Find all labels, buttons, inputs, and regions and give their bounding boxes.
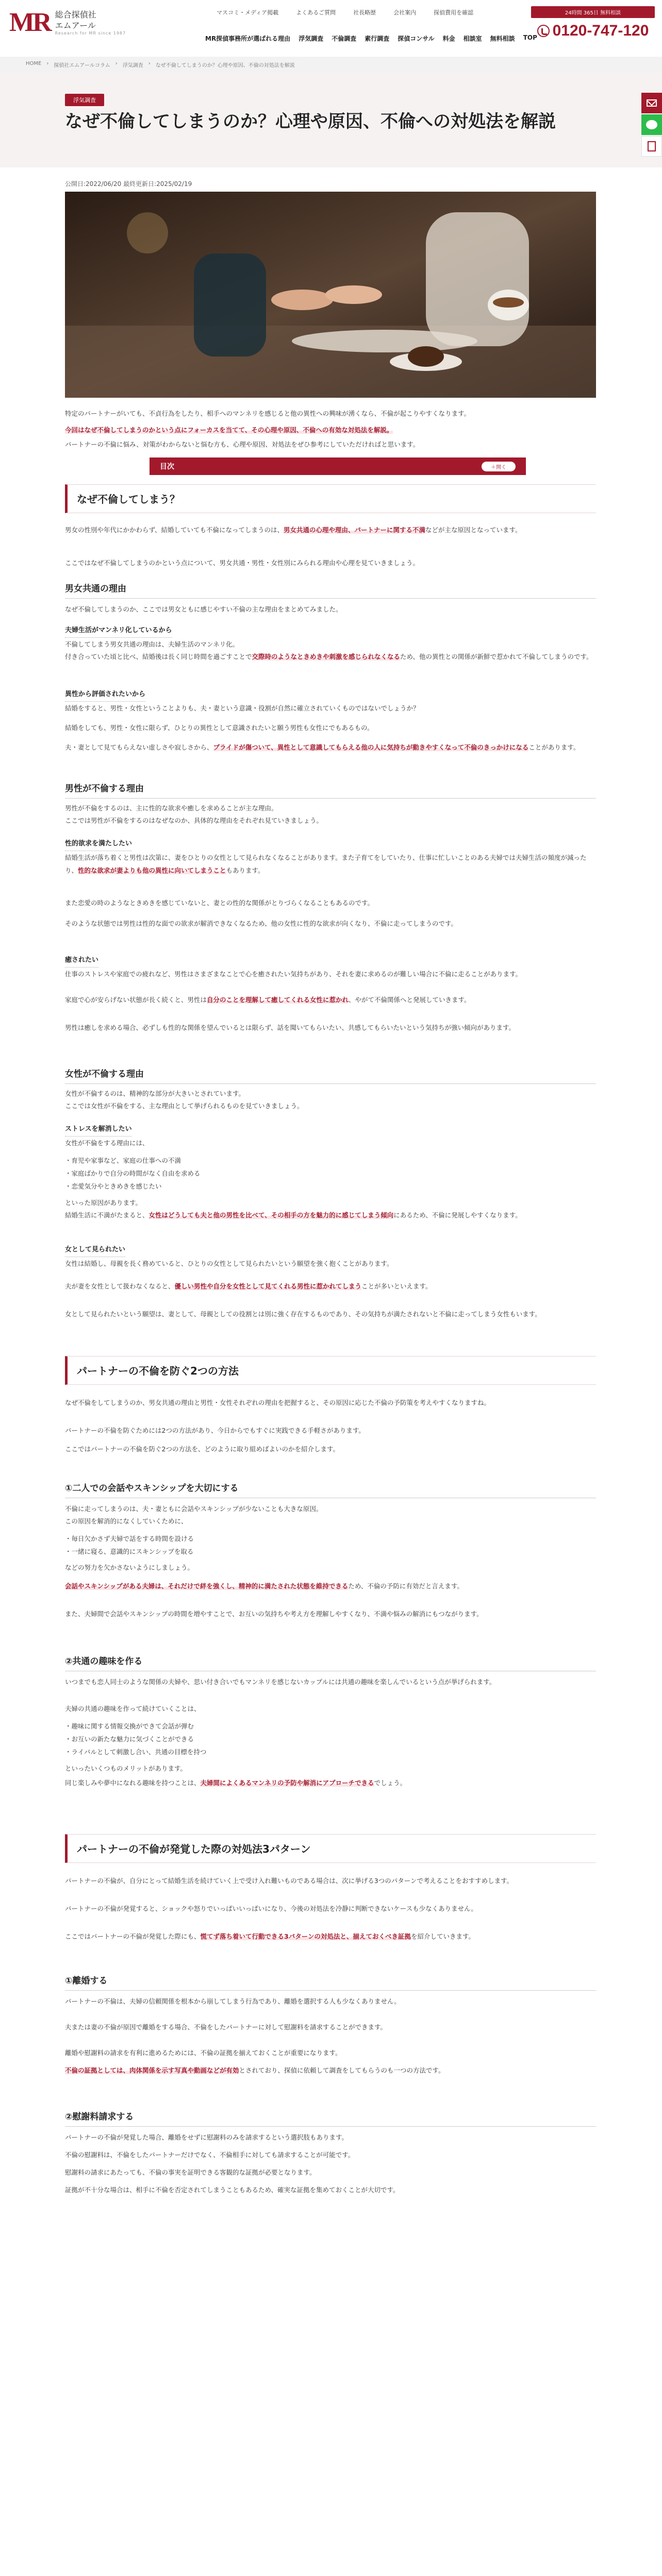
intro-paragraph: 特定のパートナーがいても、不貞行為をしたり、相手へのマンネリを感じると他の異性への興味が湧くなら、不倫が起こりやすくなります。 — [65, 410, 471, 417]
body-paragraph: ここではパートナーの不倫が発覚した際にも、慌てず落ち着いて行動できる3パターンの対処法と、揃えておくべき証拠を紹介していきます。 — [65, 1933, 475, 1940]
body-paragraph: 仕事のストレスや家庭での疲れなど、男性はさまざまなことで心を癒されたい気持ちがあり、それを妻に求めるのが難しい場合に不倫に走ることがあります。 — [65, 970, 522, 978]
body-paragraph: 男性が不倫をするのは、主に性的な欲求や癒しを求めることが主な理由。 — [65, 804, 278, 812]
body-paragraph: 証拠が不十分な場合は、相手に不倫を否定されてしまうこともあるため、確実な証拠を集めておくことが大切です。 — [65, 2186, 400, 2194]
mainnav-item[interactable]: 浮気調査 — [299, 35, 324, 42]
list-item: ・ 毎日欠かさず夫婦で話をする時間を設ける — [65, 1532, 596, 1545]
couple-cafe-photo — [65, 192, 596, 398]
body-paragraph: 男性は癒しを求める場合、必ずしも性的な関係を望んでいるとは限らず、話を聞いてもらいたい、共感してもらいたいという気持ちが強い傾向があります。 — [65, 1024, 516, 1031]
body-paragraph: 結婚生活が落ち着くと男性は次第に、妻をひとりの女性として見られなくなることがあります。また子育てをしていたり、仕事に忙しいことのある夫婦では夫婦生活の頻度が減ったり、性的な欲求が妻よりも他の異性に向いてしまうこともあります。 — [65, 854, 587, 874]
body-paragraph: パートナーの不倫が発覚すると、ショックや怒りでいっぱいいっぱいになり、今後の対処法を冷静に判断できないケースも少なくありません。 — [65, 1905, 477, 1912]
document-icon — [648, 141, 656, 151]
subsection-heading: ①離婚する — [65, 1973, 596, 1991]
mainnav-item[interactable]: MR探偵事務所が選ばれる理由 — [205, 35, 291, 42]
breadcrumb-separator: › — [115, 61, 118, 66]
subsection-heading: ②慰謝料請求する — [65, 2109, 596, 2127]
logo-mark: MR — [9, 8, 50, 37]
body-paragraph: 女性が不倫をする理由には、 — [65, 1139, 149, 1147]
phone-icon — [537, 25, 550, 37]
body-paragraph: 慰謝料の請求にあたっても、不倫の事実を証明できる客観的な証拠が必要となります。 — [65, 2168, 316, 2176]
body-paragraph: 結婚をしても、男性・女性に限らず、ひとりの異性として意識されたいと願う男性も女性にでもあるもの。 — [65, 724, 374, 732]
mainnav-item[interactable]: 料金 — [442, 35, 455, 42]
list-item: ・ ライバルとして刺激し合い、共通の目標を持つ — [65, 1745, 596, 1758]
brand-tagline: Research for MR since 1987 — [55, 31, 126, 36]
mail-contact-button[interactable] — [641, 93, 662, 113]
body-paragraph: 不倫に走ってしまうのは、夫・妻ともに会話やスキンシップが少ないことも大きな原因。 — [65, 1505, 323, 1513]
body-paragraph: 結婚をすると、男性・女性ということよりも、夫・妻という意識・役割が自然に確立されていくものではないでしょうか？ — [65, 704, 420, 712]
body-paragraph: 夫または妻の不倫が原因で離婚をする場合、不倫をしたパートナーに対して慰謝料を請求することができます。 — [65, 2023, 387, 2031]
body-paragraph: パートナーの不倫が、自分にとって結婚生活を続けていく上で受け入れ難いものである場合は、次に挙げる3つのパターンで考えることをおすすめします。 — [65, 1877, 514, 1885]
body-paragraph: などの努力を欠かさないようにしましょう。 — [65, 1564, 194, 1571]
breadcrumb-item[interactable]: 探偵社エムアールコラム — [54, 63, 110, 69]
line-contact-button[interactable] — [641, 114, 662, 135]
hours-badge: 24時間 365日 無料相談 — [531, 6, 655, 18]
toc-toggle-button[interactable]: ＋開く — [482, 462, 516, 471]
body-paragraph: 女として見られたいという願望は、妻として、母親としての役割とは別に強く存在するものであり、その気持ちが満たされないと不倫に走ってしまう女性もいます。 — [65, 1310, 541, 1318]
page-title: なぜ不倫してしまうのか？心理や原因、不倫への対処法を解説 — [65, 111, 556, 132]
body-paragraph: 結婚生活に不満がたまると、女性はどうしても夫と他の男性を比べて、その相手の方を魅力的に感じてしまう傾向にあるため、不倫に発展しやすくなります。 — [65, 1211, 522, 1219]
list-item: ・ お互いの新たな魅力に気づくことができる — [65, 1733, 596, 1745]
mainnav-item[interactable]: 探偵コンサル — [398, 35, 435, 42]
body-paragraph: そのような状態では男性は性的な面での欲求が解消できなくなるため、他の女性に性的な欲求が向くなり、不倫に走ってしまうのです。 — [65, 920, 458, 927]
body-paragraph: ここではパートナーの不倫を防ぐ2つの方法を、どのように取り組めばよいのかを紹介します。 — [65, 1445, 339, 1453]
topnav-item[interactable]: マスコミ・メディア掲載 — [217, 9, 279, 16]
body-paragraph: ここでは男性が不倫をするのはなぜなのか、具体的な理由をそれぞれ見ていきましょう。 — [65, 817, 323, 824]
main-nav — [205, 34, 537, 43]
topnav-item[interactable]: 会社案内 — [393, 9, 417, 16]
body-paragraph: 不倫の証拠としては、肉体関係を示す写真や動画などが有効とされており、探偵に依頼して調査をしてもらうのも一つの方法です。 — [65, 2066, 445, 2074]
body-paragraph: なぜ不倫をしてしまうのか、男女共通の理由と男性・女性それぞれの理由を把握すると、その原因に応じた不倫の予防策を考えやすくなりますね。 — [65, 1399, 491, 1406]
category-badge[interactable]: 浮気調査 — [65, 94, 104, 106]
line-icon — [646, 120, 657, 129]
body-paragraph: また恋愛の時のようなときめきを感じていないと、妻との性的な関係がとりづらくなることもあるのです。 — [65, 899, 374, 907]
side-contact-rail — [641, 93, 662, 158]
hero-photo — [65, 192, 596, 398]
bullet-list — [65, 1532, 596, 1558]
mainnav-item[interactable]: 無料相談 — [490, 35, 515, 42]
breadcrumb-current: なぜ不倫してしまうのか？心理や原因、不倫の対処法を解説 — [155, 63, 295, 69]
minor-heading: 夫婦生活がマンネリ化しているから — [65, 624, 172, 638]
body-paragraph: ここではなぜ不倫してしまうのかという点について、男女共通・男性・女性別にみられる理由や心理を見ていきましょう。 — [65, 559, 420, 567]
body-paragraph: 夫・妻として見てもらえない虚しさや寂しさから、プライドが傷ついて、異性として意識してもらえる他の人に気持ちが動きやすくなって不倫のきっかけになることがあります。 — [65, 743, 580, 751]
list-item: ・ 一緒に寝る、意識的にスキンシップを取る — [65, 1545, 596, 1558]
body-paragraph: パートナーの不倫を防ぐためには2つの方法があり、今日からでもすぐに実践できる手軽さがあります。 — [65, 1427, 365, 1434]
list-item: ・ 育児や家事など、家庭の仕事への不満 — [65, 1154, 596, 1167]
minor-heading: 性的欲求を満たしたい — [65, 838, 132, 851]
body-paragraph: 離婚や慰謝料の請求を有利に進めるためには、不倫の証拠を揃えておくことが重要になります。 — [65, 2049, 342, 2057]
minor-heading: 女として見られたい — [65, 1244, 125, 1257]
body-paragraph: 不倫してしまう男女共通の理由は、夫婦生活のマンネリ化。 — [65, 640, 239, 648]
list-item: ・ 恋愛気分やときめきを感じたい — [65, 1180, 596, 1193]
list-item: ・ 趣味に関する情報交換ができて会話が弾む — [65, 1720, 596, 1733]
site-logo[interactable] — [9, 9, 126, 36]
top-nav — [217, 8, 473, 16]
body-paragraph: パートナーの不倫が発覚した場合、離婚をせずに慰謝料のみを請求するという選択肢もあります。 — [65, 2133, 349, 2141]
breadcrumb-separator: › — [148, 61, 151, 66]
minor-heading: 癒されたい — [65, 954, 98, 968]
topnav-item[interactable]: よくあるご質問 — [296, 9, 336, 16]
list-item: ・ 家庭ばかりで自分の時間がなく自由を求める — [65, 1167, 596, 1180]
breadcrumb-separator: › — [46, 61, 49, 66]
body-paragraph: ここでは女性が不倫をする、主な理由として挙げられるものを見ていきましょう。 — [65, 1102, 304, 1110]
subsection-heading: ②共通の趣味を作る — [65, 1654, 596, 1671]
subsection-heading: 男性が不倫する理由 — [65, 781, 596, 799]
mainnav-item[interactable]: 素行調査 — [365, 35, 390, 42]
body-paragraph: といったいくつものメリットがあります。 — [65, 1765, 187, 1772]
mainnav-item[interactable]: 不倫調査 — [332, 35, 357, 42]
body-paragraph: といった原因があります。 — [65, 1199, 142, 1207]
breadcrumb — [0, 57, 662, 72]
body-paragraph: 女性は結婚し、母親を長く務めていると、ひとりの女性として見られたいという願望を強く抱くことがあります。 — [65, 1260, 393, 1267]
body-paragraph: パートナーの不倫は、夫婦の信頼関係を根本から崩してしまう行為であり、離婚を選択する人も少なくありません。 — [65, 1997, 401, 2005]
bullet-list — [65, 1720, 596, 1758]
article-dates: 公開日:2022/06/20 最終更新日:2025/02/19 — [65, 180, 192, 188]
section-heading: なぜ不倫してしまう？ — [65, 484, 596, 513]
intro-highlight: 今回はなぜ不倫してしまうのかという点にフォーカスを当てて、その心理や原因、不倫への有効な対処法を解説。 — [65, 426, 393, 434]
section-heading: パートナーの不倫が発覚した際の対処法3パターン — [65, 1834, 596, 1863]
minor-heading: ストレスを解消したい — [65, 1123, 132, 1137]
body-paragraph: 夫が妻を女性として扱わなくなると、優しい男性や自分を女性として見てくれる男性に惹かれてしまうことが多いといえます。 — [65, 1282, 432, 1290]
topnav-item[interactable]: 探偵費用を確認 — [434, 9, 474, 16]
contact-box — [531, 6, 655, 40]
body-paragraph: 不倫の慰謝料は、不倫をしたパートナーだけでなく、不倫相手に対しても請求することが可能です。 — [65, 2151, 355, 2159]
body-paragraph: 同じ楽しみや夢中になれる趣味を持つことは、夫婦間によくあるマンネリの予防や解消にアプローチできるでしょう。 — [65, 1779, 407, 1787]
topnav-item[interactable]: 社長略歴 — [353, 9, 376, 16]
brand-name-line1: 総合探偵社 — [55, 9, 96, 20]
body-paragraph: 会話やスキンシップがある夫婦は、それだけで絆を強くし、精神的に満たされた状態を維持できるため、不倫の予防に有効だと言えます。 — [65, 1582, 464, 1590]
minor-heading: 異性から評価されたいから — [65, 688, 145, 702]
subsection-heading: 男女共通の理由 — [65, 581, 596, 599]
phone-number: 0120-747-120 — [552, 22, 649, 39]
body-paragraph: なぜ不倫してしまうのか、ここでは男女ともに感じやすい不倫の主な理由をまとめてみました。 — [65, 605, 342, 613]
breadcrumb-item[interactable]: 浮気調査 — [122, 63, 143, 69]
body-paragraph: 家庭で心が安らげない状態が長く続くと、男性は自分のことを理解して癒してくれる女性に惹かれ、やがて不倫関係へと発展していきます。 — [65, 996, 471, 1004]
table-of-contents — [150, 457, 526, 475]
intro-paragraph: パートナーの不倫に悩み、対策がわからないと悩む方も、心理や原因、対処法をぜひ参考にしていただければと思います。 — [65, 440, 420, 448]
toc-label: 目次 — [160, 463, 174, 471]
subsection-heading: 女性が不倫する理由 — [65, 1066, 596, 1084]
mail-icon — [647, 99, 657, 107]
site-header — [0, 0, 662, 57]
breadcrumb-item[interactable]: HOME — [26, 61, 42, 66]
body-paragraph: いつまでも恋人同士のような関係の夫婦や、思い付き合いでもマンネリを感じないカップルには共通の趣味を楽しんでいるという点が挙げられます。 — [65, 1678, 496, 1686]
body-paragraph: 付き合っていた頃と比べ、結婚後は長く同じ時間を過ごすことで交際時のようなときめきや刺激を感じられなくなるため、他の異性との関係が新鮮で惹かれて不倫してしまうのです。 — [65, 653, 593, 660]
mainnav-item[interactable]: 相談室 — [463, 35, 482, 42]
document-button[interactable] — [641, 136, 662, 157]
subsection-heading: ①二人での会話やスキンシップを大切にする — [65, 1481, 596, 1498]
body-paragraph: 女性が不倫するのは、精神的な部分が大きいとされています。 — [65, 1090, 245, 1097]
phone-link[interactable] — [531, 22, 655, 40]
mainnav-item[interactable]: TOP — [523, 34, 537, 41]
body-paragraph: また、夫婦間で会話やスキンシップの時間を増やすことで、お互いの気持ちや考え方を理解しやすくなり、不満や悩みの解消にもつながります。 — [65, 1610, 483, 1618]
bullet-list — [65, 1154, 596, 1193]
section-heading: パートナーの不倫を防ぐ2つの方法 — [65, 1356, 596, 1385]
body-paragraph: 男女の性別や年代にかかわらず、結婚していても不倫になってしまうのは、男女共通の心理や理由、パートナーに関する不満などが主な原因となっています。 — [65, 526, 522, 534]
body-paragraph: 夫婦の共通の趣味を作って続けていくことは、 — [65, 1705, 201, 1713]
body-paragraph: この原因を解消的になくしていくために、 — [65, 1517, 188, 1525]
brand-name-line2: エムアール — [55, 20, 96, 30]
